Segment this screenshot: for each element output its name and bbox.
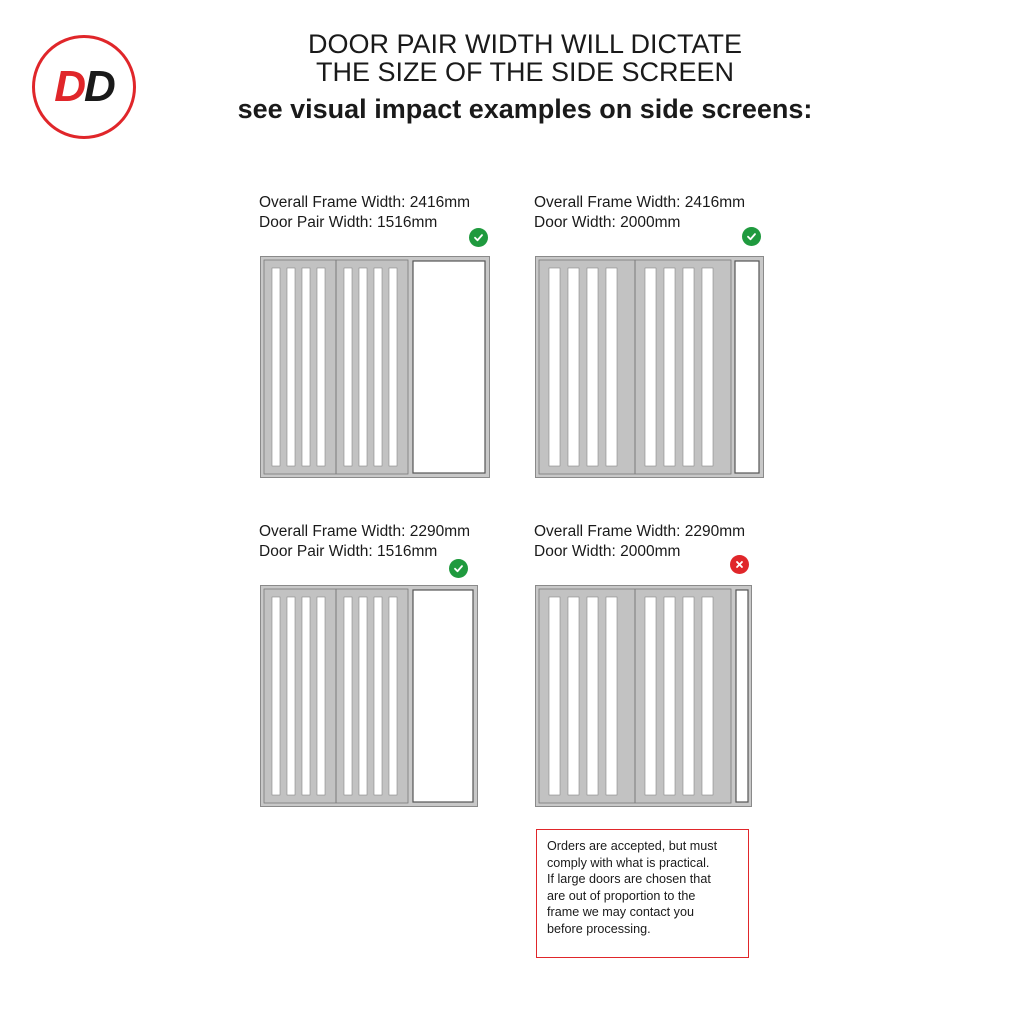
note-line: frame we may contact you [547, 905, 694, 920]
note-line: comply with what is practical. [547, 855, 710, 870]
heading-line-2: THE SIZE OF THE SIDE SCREEN [315, 57, 735, 87]
door-diagram-3 [260, 585, 478, 807]
door-width-label: Door Width: 2000mm [534, 543, 681, 560]
check-icon [449, 559, 468, 578]
heading-line-1: DOOR PAIR WIDTH WILL DICTATE [307, 29, 742, 59]
door-diagram-1 [260, 256, 490, 478]
note-line: are out of proportion to the [547, 888, 696, 903]
dd-logo [32, 35, 136, 139]
frame-width-label: Overall Frame Width: 2290mm [259, 523, 471, 540]
door-width-label: Door Pair Width: 1516mm [259, 214, 438, 231]
door-diagram-4 [535, 585, 752, 807]
door-width-label: Door Pair Width: 1516mm [259, 543, 438, 560]
note-line: before processing. [547, 921, 651, 936]
frame-width-label: Overall Frame Width: 2416mm [534, 194, 746, 211]
heading-line-3: see visual impact examples on side screens: [237, 94, 813, 124]
frame-width-label: Overall Frame Width: 2290mm [534, 523, 746, 540]
note-line: If large doors are chosen that [547, 872, 711, 887]
door-width-label: Door Width: 2000mm [534, 214, 681, 231]
check-icon [742, 227, 761, 246]
frame-width-label: Overall Frame Width: 2416mm [259, 194, 471, 211]
note-line: Orders are accepted, but must [547, 839, 718, 853]
door-diagram-2 [535, 256, 764, 478]
logo-text: DD [54, 62, 114, 111]
check-icon [469, 228, 488, 247]
cross-icon [730, 555, 749, 574]
practicality-note [536, 829, 749, 958]
